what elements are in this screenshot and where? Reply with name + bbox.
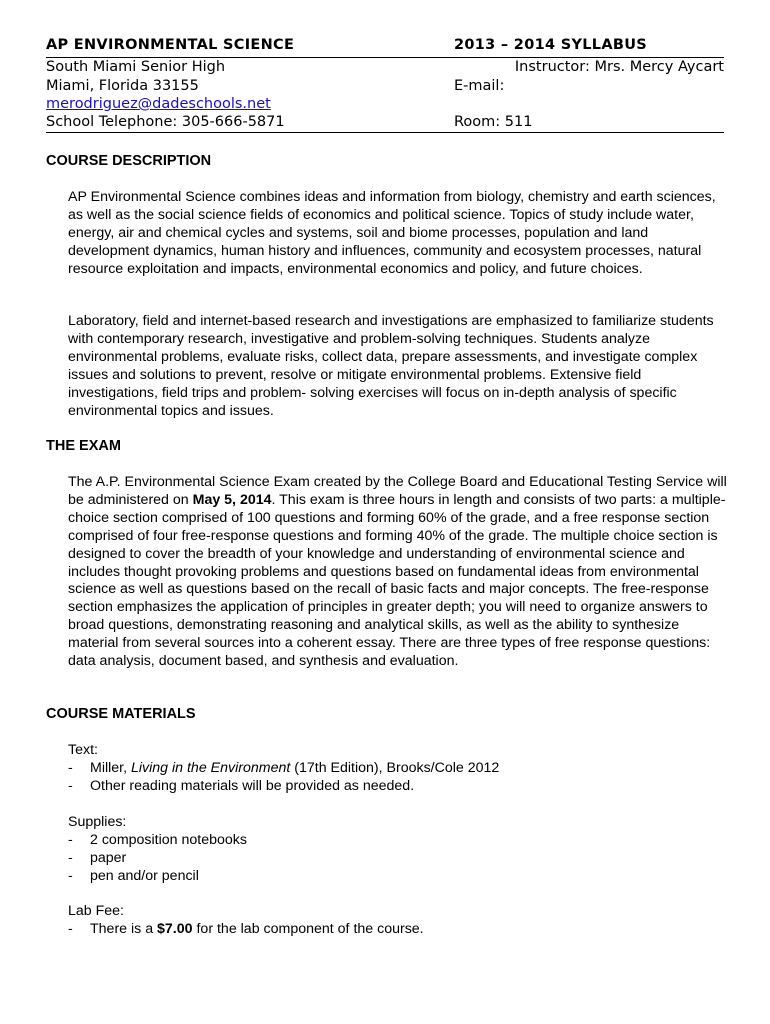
text-materials-block xyxy=(68,741,728,795)
list-dash: - xyxy=(68,832,73,848)
header-row-city xyxy=(46,77,724,96)
header-title-row xyxy=(46,37,724,58)
list-dash: - xyxy=(68,921,73,937)
list-item xyxy=(68,777,728,795)
supply-item: 2 composition notebooks xyxy=(90,832,247,848)
exam-paragraph xyxy=(68,474,728,671)
lab-fee-amount: $7.00 xyxy=(157,921,193,937)
exam-heading: THE EXAM xyxy=(46,438,121,454)
lab-fee-text-before: There is a xyxy=(90,921,158,937)
course-description-paragraph-1: AP Environmental Science combines ideas and information from biology, chemistry and earth sciences, as well as the social science fields of economics and political science. Topics of study include water, energy, air and chemical cycles and systems, soil and biome processes, population and land development dynamics, human history and influences, community and ecosystem processes, natural resource exploitation and impacts, environmental economics and policy, and future choices. xyxy=(68,189,716,277)
lab-fee-block xyxy=(68,902,728,938)
book-details: (17th Edition), Brooks/Cole 2012 xyxy=(290,760,500,776)
header-row-email xyxy=(46,95,724,114)
exam-text-intro: The A.P. Environmental Science Exam created by the College Board and Educational Testing Service will be administered on xyxy=(68,474,727,508)
list-item xyxy=(68,849,728,867)
header-row-school xyxy=(46,58,724,77)
exam-date: May 5, 2014 xyxy=(192,491,272,508)
supplies-label: Supplies: xyxy=(68,814,127,830)
syllabus-year: 2013 – 2014 SYLLABUS xyxy=(454,37,648,53)
list-item xyxy=(68,867,728,885)
supply-item: pen and/or pencil xyxy=(90,868,199,884)
list-item xyxy=(68,831,728,849)
exam-text-body: . This exam is three hours in length and consists of two parts: a multiple-choice section comprised of 100 questions and forming 60% of the grade, and a free response section comprised of four free-response questions and forming 40% of the grade. The multiple choice section is designed to cover the breadth of your knowledge and understanding of environmental science and includes thought provoking problems and questions based on fundamental ideas from environmental science as well as questions based on the recall of basic facts and major concepts. The free-response section emphasizes the application of principles in greater depth; you will need to organize answers to broad questions, demonstrating reasoning and analytical skills, as well as the ability to synthesize material from several sources into a coherent essay. There are three types of free response questions: data analysis, document based, and synthesis and evaluation. xyxy=(68,491,726,670)
lab-fee-text-after: for the lab component of the course. xyxy=(192,921,424,937)
room-number: Room: 511 xyxy=(454,114,533,130)
email-label: E-mail: xyxy=(454,78,505,94)
lab-fee-label: Lab Fee: xyxy=(68,903,125,919)
list-dash: - xyxy=(68,778,73,794)
instructor-name: Instructor: Mrs. Mercy Aycart xyxy=(514,59,724,75)
header-row-phone xyxy=(46,113,724,133)
school-telephone: School Telephone: 305-666-5871 xyxy=(46,114,285,130)
book-author: Miller, xyxy=(90,760,131,776)
supplies-block xyxy=(68,813,728,885)
list-dash: - xyxy=(68,850,73,866)
list-item xyxy=(68,759,728,777)
school-city: Miami, Florida 33155 xyxy=(46,78,199,94)
email-link[interactable]: merodriguez@dadeschools.net xyxy=(46,96,271,112)
list-dash: - xyxy=(68,760,73,776)
course-title: AP ENVIRONMENTAL SCIENCE xyxy=(46,37,295,53)
book-title: Living in the Environment xyxy=(131,760,291,776)
list-dash: - xyxy=(68,868,73,884)
course-description-paragraph-2: Laboratory, field and internet-based research and investigations are emphasized to familiarize students with contemporary research, investigative and problem-solving techniques. Students analyze environmental problems, evaluate risks, collect data, prepare assessments, and investigate complex issues and solutions to prevent, resolve or mitigate environmental problems. Extensive field investigations, field trips and problem- solving exercises will focus on in-depth analysis of specific environmental topics and issues. xyxy=(68,313,714,419)
school-name: South Miami Senior High xyxy=(46,59,226,75)
course-materials-heading: COURSE MATERIALS xyxy=(46,706,196,722)
other-reading: Other reading materials will be provided as needed. xyxy=(90,778,415,794)
supply-item: paper xyxy=(90,850,127,866)
course-description-heading: COURSE DESCRIPTION xyxy=(46,153,212,169)
text-label: Text: xyxy=(68,742,98,758)
list-item xyxy=(68,920,728,938)
